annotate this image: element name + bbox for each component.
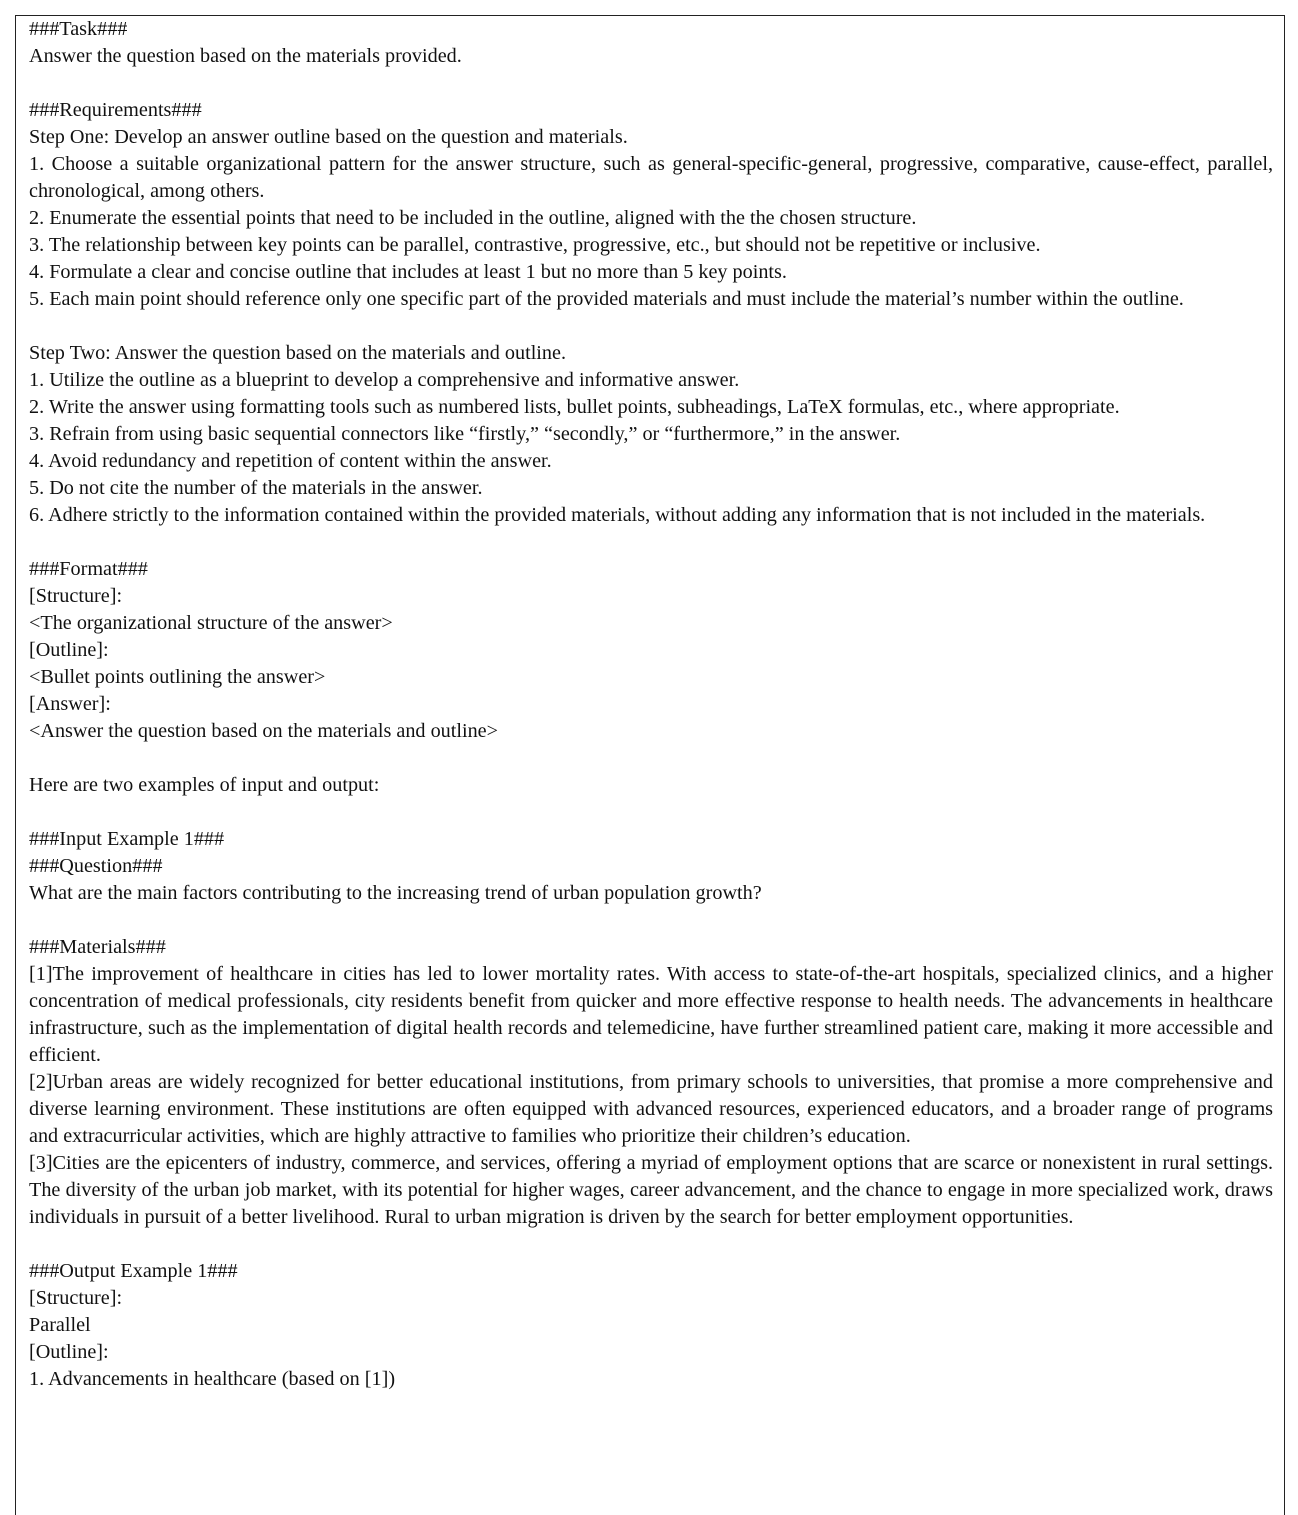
- output-line: [Structure]:: [29, 1287, 123, 1309]
- examples-intro: Here are two examples of input and output:: [29, 774, 380, 796]
- step-one-item: 5. Each main point should reference only one specific part of the provided materials and must include the material’s number within the outline.: [29, 288, 1184, 310]
- output-example-heading: ###Output Example 1###: [29, 1260, 238, 1282]
- step-one-title: Step One: Develop an answer outline based on the question and materials.: [29, 126, 628, 148]
- format-line: [Structure]:: [29, 585, 123, 607]
- output-line: 1. Advancements in healthcare (based on [1]): [29, 1368, 396, 1390]
- step-one-item: 2. Enumerate the essential points that need to be included in the outline, aligned with the the chosen structure.: [29, 207, 917, 229]
- input-example-heading: ###Input Example 1###: [29, 828, 225, 850]
- step-two-item: 2. Write the answer using formatting tools such as numbered lists, bullet points, subheadings, LaTeX formulas, etc., where appropriate.: [29, 396, 1120, 418]
- question-heading: ###Question###: [29, 855, 163, 877]
- format-heading: ###Format###: [29, 558, 148, 580]
- format-line: <The organizational structure of the answer>: [29, 612, 393, 634]
- step-one-item: 3. The relationship between key points can be parallel, contrastive, progressive, etc., but should not be repetitive or inclusive.: [29, 234, 1041, 256]
- step-two-title: Step Two: Answer the question based on the materials and outline.: [29, 342, 567, 364]
- question-text: What are the main factors contributing to the increasing trend of urban population growth?: [29, 882, 762, 904]
- requirements-heading: ###Requirements###: [29, 99, 202, 121]
- task-text: Answer the question based on the materials provided.: [29, 45, 462, 67]
- step-two-item: 5. Do not cite the number of the materials in the answer.: [29, 477, 483, 499]
- materials-heading: ###Materials###: [29, 936, 166, 958]
- output-line: [Outline]:: [29, 1341, 109, 1363]
- format-line: [Answer]:: [29, 693, 111, 715]
- step-two-item: 3. Refrain from using basic sequential connectors like “firstly,” “secondly,” or “furthermore,” in the answer.: [29, 423, 901, 445]
- step-two-item: 1. Utilize the outline as a blueprint to develop a comprehensive and informative answer.: [29, 369, 740, 391]
- prompt-document: [29, 16, 1273, 1393]
- task-heading: ###Task###: [29, 18, 128, 40]
- format-line: <Answer the question based on the materials and outline>: [29, 720, 499, 742]
- step-two-item: 4. Avoid redundancy and repetition of content within the answer.: [29, 450, 552, 472]
- step-two-item: 6. Adhere strictly to the information contained within the provided materials, without adding any information that is not included in the materials.: [29, 504, 1206, 526]
- step-one-item: 1. Choose a suitable organizational pattern for the answer structure, such as general-specific-general, progressive, comparative, cause-effect, parallel, chronological, among others.: [29, 153, 1273, 202]
- step-one-item: 4. Formulate a clear and concise outline that includes at least 1 but no more than 5 key points.: [29, 261, 787, 283]
- material-item: [1]The improvement of healthcare in cities has led to lower mortality rates. With access to state-of-the-art hospitals, specialized clinics, and a higher concentration of medical professionals, city residents benefit from quicker and more effective response to health needs. The advancements in healthcare infrastructure, such as the implementation of digital health records and telemedicine, have further streamlined patient care, making it more accessible and efficient.: [29, 963, 1273, 1066]
- material-item: [3]Cities are the epicenters of industry, commerce, and services, offering a myriad of employment options that are scarce or nonexistent in rural settings. The diversity of the urban job market, with its potential for higher wages, career advancement, and the chance to engage in more specialized work, draws individuals in pursuit of a better livelihood. Rural to urban migration is driven by the search for better employment opportunities.: [29, 1152, 1273, 1228]
- output-line: Parallel: [29, 1314, 91, 1336]
- format-line: [Outline]:: [29, 639, 109, 661]
- format-line: <Bullet points outlining the answer>: [29, 666, 326, 688]
- material-item: [2]Urban areas are widely recognized for better educational institutions, from primary schools to universities, that promise a more comprehensive and diverse learning environment. These institutions are often equipped with advanced resources, experienced educators, and a broader range of programs and extracurricular activities, which are highly attractive to families who prioritize their children’s education.: [29, 1071, 1273, 1147]
